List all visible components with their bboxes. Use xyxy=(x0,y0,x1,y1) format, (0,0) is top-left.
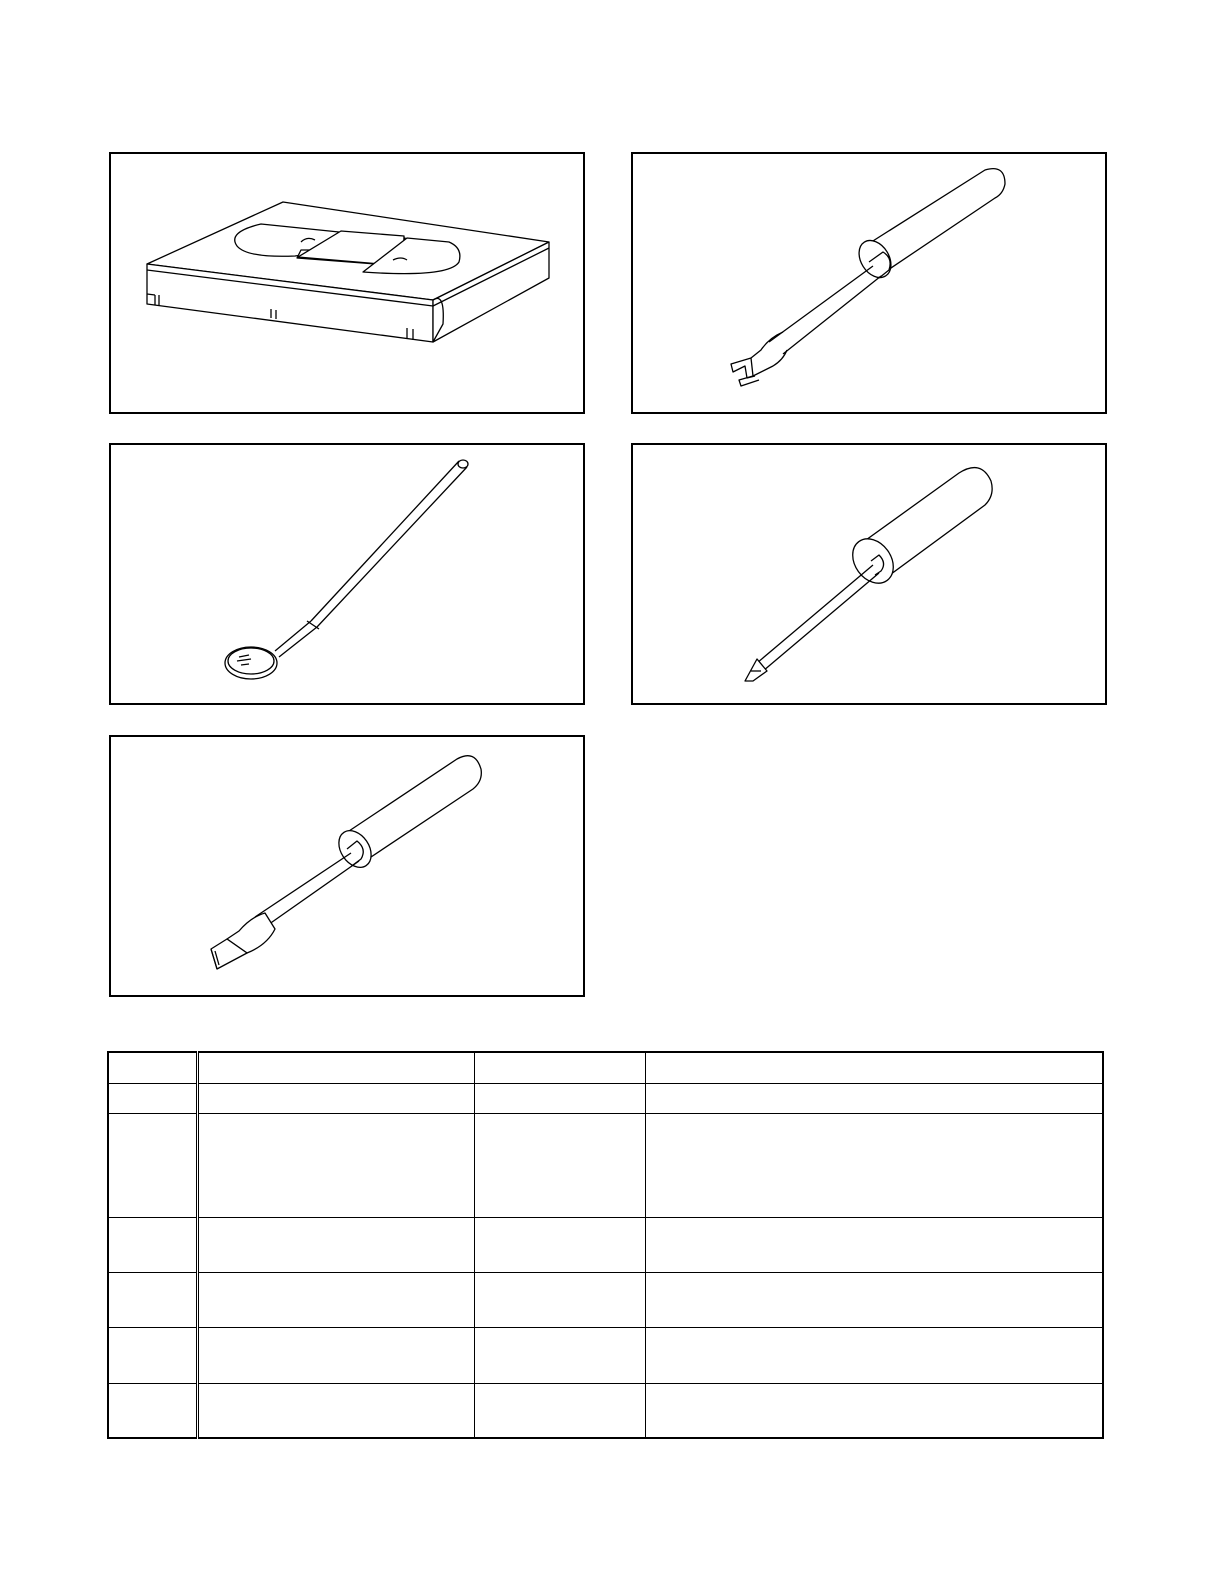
table-cell xyxy=(645,1383,1103,1438)
table-cell xyxy=(474,1327,645,1383)
table-cell xyxy=(197,1383,474,1438)
table-cell xyxy=(645,1083,1103,1113)
table-row xyxy=(108,1217,1103,1272)
table-header-row xyxy=(108,1052,1103,1083)
table-row xyxy=(108,1083,1103,1113)
table-cell xyxy=(108,1327,197,1383)
table-cell xyxy=(645,1327,1103,1383)
header-cell xyxy=(474,1052,645,1083)
table-cell xyxy=(645,1217,1103,1272)
table-cell xyxy=(108,1083,197,1113)
inspection-mirror-icon xyxy=(111,445,583,703)
table-cell xyxy=(645,1272,1103,1327)
table-cell xyxy=(197,1327,474,1383)
table-cell xyxy=(108,1383,197,1438)
table-cell xyxy=(474,1217,645,1272)
table-row xyxy=(108,1272,1103,1327)
illustration-panel-flat-driver xyxy=(109,735,585,997)
table-cell xyxy=(108,1217,197,1272)
table-cell xyxy=(197,1113,474,1217)
header-cell xyxy=(108,1052,197,1083)
table-cell xyxy=(197,1217,474,1272)
illustration-panel-phillips-driver xyxy=(631,443,1107,705)
table-cell xyxy=(197,1272,474,1327)
alignment-cassette-icon xyxy=(111,154,583,412)
table-row xyxy=(108,1383,1103,1438)
illustration-panel-fork-driver xyxy=(631,152,1107,414)
fork-screwdriver-icon xyxy=(633,154,1105,412)
table-cell xyxy=(474,1113,645,1217)
phillips-screwdriver-icon xyxy=(633,445,1105,703)
tools-table xyxy=(107,1051,1104,1439)
header-cell xyxy=(645,1052,1103,1083)
table-cell xyxy=(645,1113,1103,1217)
table-cell xyxy=(474,1083,645,1113)
header-cell xyxy=(197,1052,474,1083)
illustration-panel-mirror xyxy=(109,443,585,705)
table-cell xyxy=(474,1272,645,1327)
table-cell xyxy=(108,1113,197,1217)
table-cell xyxy=(197,1083,474,1113)
table-row xyxy=(108,1113,1103,1217)
illustration-panel-cassette xyxy=(109,152,585,414)
table-cell xyxy=(108,1272,197,1327)
flat-screwdriver-icon xyxy=(111,737,583,995)
table-row xyxy=(108,1327,1103,1383)
table-cell xyxy=(474,1383,645,1438)
